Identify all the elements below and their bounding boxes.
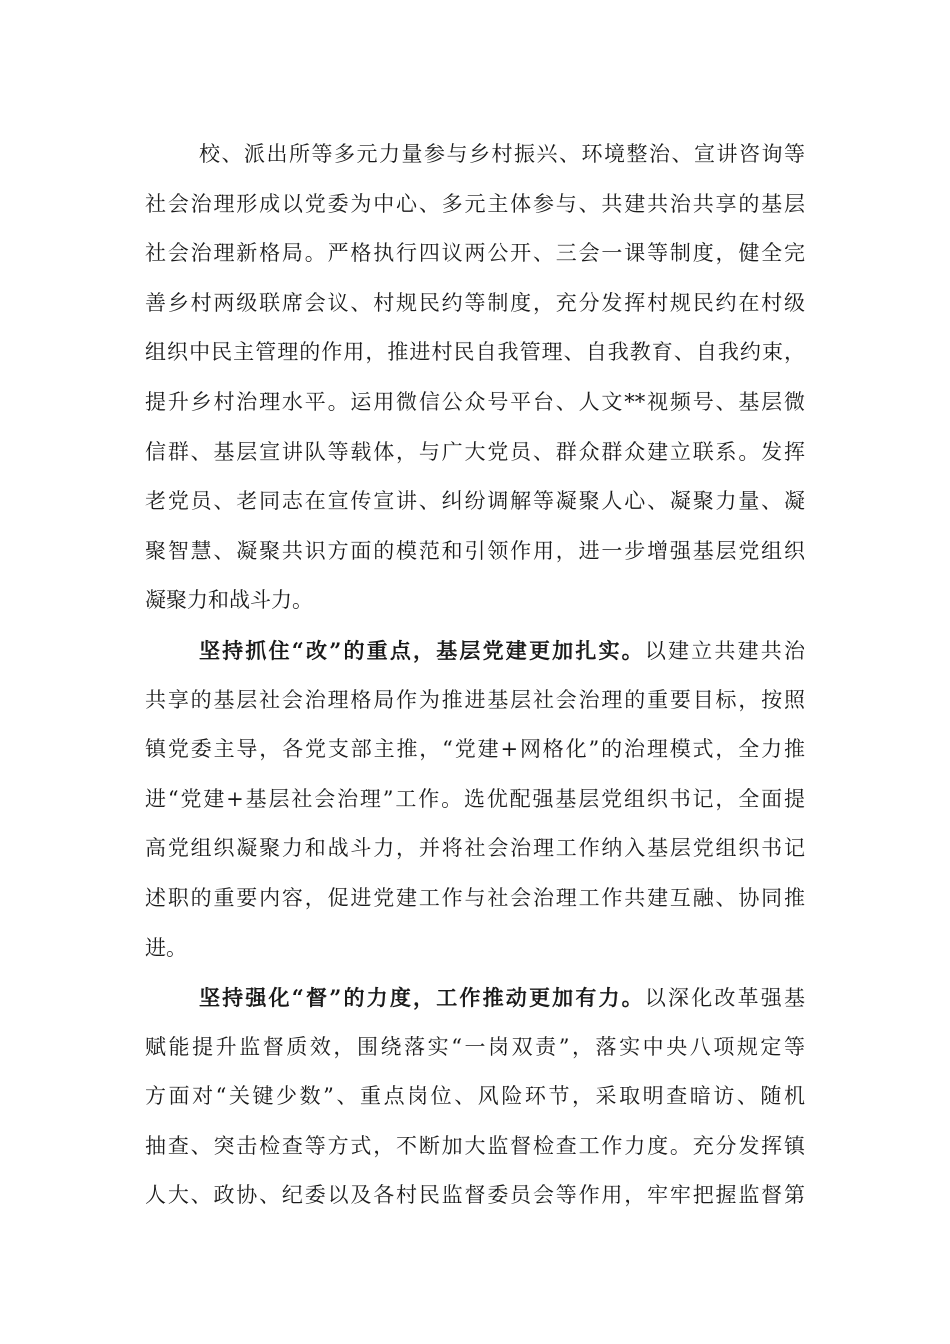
text-line: 镇党委主导，各党支部主推，“党建+网格化”的治理模式，全力推 [145,737,805,762]
text-line: 善乡村两级联席会议、村规民约等制度，充分发挥村规民约在村级 [145,290,805,315]
text-line: 进“党建+基层社会治理”工作。选优配强基层党组织书记，全面提 [145,786,805,811]
text-run: 以深化改革强基 [644,986,805,1011]
document-body [145,130,805,1221]
section-heading: 坚持强化“督”的力度，工作推动更加有力。 [199,985,645,1011]
section-heading: 坚持抓住“改”的重点，基层党建更加扎实。 [199,637,645,663]
text-line: 赋能提升监督质效，围绕落实“一岗双责”，落实中央八项规定等 [145,1034,805,1059]
text-line: 共享的基层社会治理格局作为推进基层社会治理的重要目标，按照 [145,687,805,712]
text-line: 高党组织凝聚力和战斗力，并将社会治理工作纳入基层党组织书记 [145,836,805,861]
text-run: 以建立共建共治 [644,638,805,663]
text-line: 老党员、老同志在宣传宣讲、纠纷调解等凝聚人心、凝聚力量、凝 [145,489,805,514]
text-line: 社会治理新格局。严格执行四议两公开、三会一课等制度，健全完 [145,241,805,266]
text-line: 方面对“关键少数”、重点岗位、风险环节，采取明查暗访、随机 [145,1084,805,1109]
text-line: 述职的重要内容，促进党建工作与社会治理工作共建互融、协同推 [145,885,805,910]
text-line: 校、派出所等多元力量参与乡村振兴、环境整治、宣讲咨询等 [199,142,805,166]
text-line: 凝聚力和战斗力。 [145,588,313,613]
text-line: 社会治理形成以党委为中心、多元主体参与、共建共治共享的基层 [145,191,805,216]
paragraph-3 [145,973,805,1221]
text-line [145,626,805,676]
text-line [145,973,805,1023]
text-line: 进。 [145,935,187,960]
paragraph-2 [145,626,805,973]
text-line: 聚智慧、凝聚共识方面的模范和引领作用，进一步增强基层党组织 [145,538,805,563]
text-line: 人大、政协、纪委以及各村民监督委员会等作用，牢牢把握监督第 [145,1183,805,1208]
text-line: 提升乡村治理水平。运用微信公众号平台、人文**视频号、基层微 [145,389,805,414]
text-line: 组织中民主管理的作用，推进村民自我管理、自我教育、自我约束， [145,340,805,365]
text-line: 信群、基层宣讲队等载体，与广大党员、群众群众建立联系。发挥 [145,439,805,464]
text-line: 抽查、突击检查等方式，不断加大监督检查工作力度。充分发挥镇 [145,1133,805,1158]
paragraph-1 [145,130,805,626]
